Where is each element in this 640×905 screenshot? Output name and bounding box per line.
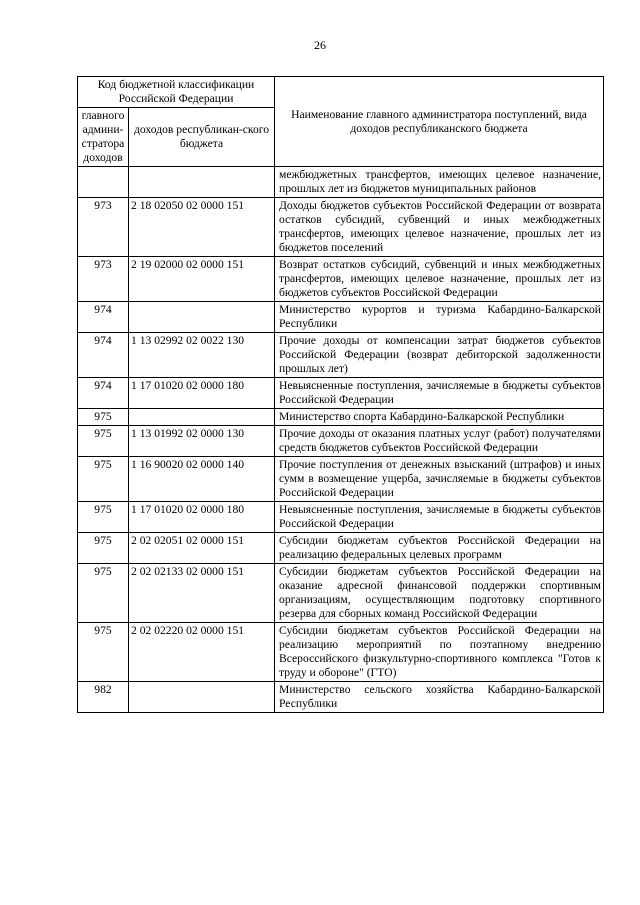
admin-code-cell: 973 <box>78 198 129 257</box>
table-row <box>78 533 604 564</box>
admin-code-cell: 974 <box>78 378 129 409</box>
header-name-column: Наименование главного администратора поступлений, вида доходов республиканского бюджета <box>275 77 604 167</box>
admin-code-cell: 975 <box>78 457 129 502</box>
table-row <box>78 457 604 502</box>
admin-code-cell: 973 <box>78 257 129 302</box>
name-cell: Министерство курортов и туризма Кабардино-Балкарской Республики <box>275 302 604 333</box>
table-row <box>78 502 604 533</box>
name-cell: межбюджетных трансфертов, имеющих целевое назначение, прошлых лет из бюджетов муниципальных районов <box>275 167 604 198</box>
income-code-cell: 1 17 01020 02 0000 180 <box>129 378 275 409</box>
name-cell: Прочие доходы от оказания платных услуг (работ) получателями средств бюджетов субъектов Российской Федерации <box>275 426 604 457</box>
table-row <box>78 167 604 198</box>
table-row <box>78 333 604 378</box>
admin-code-cell <box>78 167 129 198</box>
header-group-budget-code: Код бюджетной классификации Российской Федерации <box>78 77 275 108</box>
name-cell: Доходы бюджетов субъектов Российской Федерации от возврата остатков субсидий, субвенций и иных межбюджетных трансфертов, имеющих целевое назначение, прошлых лет из бюджетов поселений <box>275 198 604 257</box>
name-cell: Прочие поступления от денежных взысканий (штрафов) и иных сумм в возмещение ущерба, зачисляемые в бюджеты субъектов Российской Федерации <box>275 457 604 502</box>
table-row <box>78 564 604 623</box>
income-code-cell: 2 02 02220 02 0000 151 <box>129 623 275 682</box>
admin-code-cell: 975 <box>78 502 129 533</box>
name-cell: Субсидии бюджетам субъектов Российской Федерации на реализацию федеральных целевых программ <box>275 533 604 564</box>
table-row <box>78 257 604 302</box>
income-code-cell: 1 13 02992 02 0022 130 <box>129 333 275 378</box>
table-row <box>78 378 604 409</box>
name-cell: Министерство спорта Кабардино-Балкарской Республики <box>275 409 604 426</box>
name-cell: Субсидии бюджетам субъектов Российской Федерации на реализацию мероприятий по поэтапному внедрению Всероссийского физкультурно-спортивного комплекса "Готов к труду и обороне" (ГТО) <box>275 623 604 682</box>
budget-classification-table <box>77 76 604 713</box>
admin-code-cell: 975 <box>78 426 129 457</box>
income-code-cell <box>129 682 275 713</box>
admin-code-cell: 975 <box>78 564 129 623</box>
admin-code-cell: 982 <box>78 682 129 713</box>
table-row <box>78 682 604 713</box>
admin-code-cell: 974 <box>78 333 129 378</box>
table-row <box>78 426 604 457</box>
admin-code-cell: 975 <box>78 409 129 426</box>
table-row <box>78 302 604 333</box>
page-number: 26 <box>314 38 326 52</box>
table-row <box>78 409 604 426</box>
header-income-code-column: доходов республикан-ского бюджета <box>129 108 275 167</box>
income-code-cell <box>129 167 275 198</box>
income-code-cell: 1 13 01992 02 0000 130 <box>129 426 275 457</box>
admin-code-cell: 975 <box>78 533 129 564</box>
name-cell: Министерство сельского хозяйства Кабардино-Балкарской Республики <box>275 682 604 713</box>
income-code-cell: 2 18 02050 02 0000 151 <box>129 198 275 257</box>
name-cell: Субсидии бюджетам субъектов Российской Федерации на оказание адресной финансовой поддержки спортивным организациям, осуществляющим подготовку спортивного резерва для сборных команд Российской Федерации <box>275 564 604 623</box>
income-code-cell <box>129 409 275 426</box>
income-code-cell: 1 16 90020 02 0000 140 <box>129 457 275 502</box>
income-code-cell <box>129 302 275 333</box>
name-cell: Возврат остатков субсидий, субвенций и иных межбюджетных трансфертов, имеющих целевое назначение, прошлых лет из бюджетов субъектов Российской Федерации <box>275 257 604 302</box>
table-row <box>78 623 604 682</box>
income-code-cell: 1 17 01020 02 0000 180 <box>129 502 275 533</box>
admin-code-cell: 974 <box>78 302 129 333</box>
income-code-cell: 2 19 02000 02 0000 151 <box>129 257 275 302</box>
income-code-cell: 2 02 02051 02 0000 151 <box>129 533 275 564</box>
name-cell: Прочие доходы от компенсации затрат бюджетов субъектов Российской Федерации (возврат дебиторской задолженности прошлых лет) <box>275 333 604 378</box>
admin-code-cell: 975 <box>78 623 129 682</box>
header-admin-column: главного админи-стратора доходов <box>78 108 129 167</box>
name-cell: Невыясненные поступления, зачисляемые в бюджеты субъектов Российской Федерации <box>275 378 604 409</box>
table-row <box>78 198 604 257</box>
income-code-cell: 2 02 02133 02 0000 151 <box>129 564 275 623</box>
name-cell: Невыясненные поступления, зачисляемые в бюджеты субъектов Российской Федерации <box>275 502 604 533</box>
